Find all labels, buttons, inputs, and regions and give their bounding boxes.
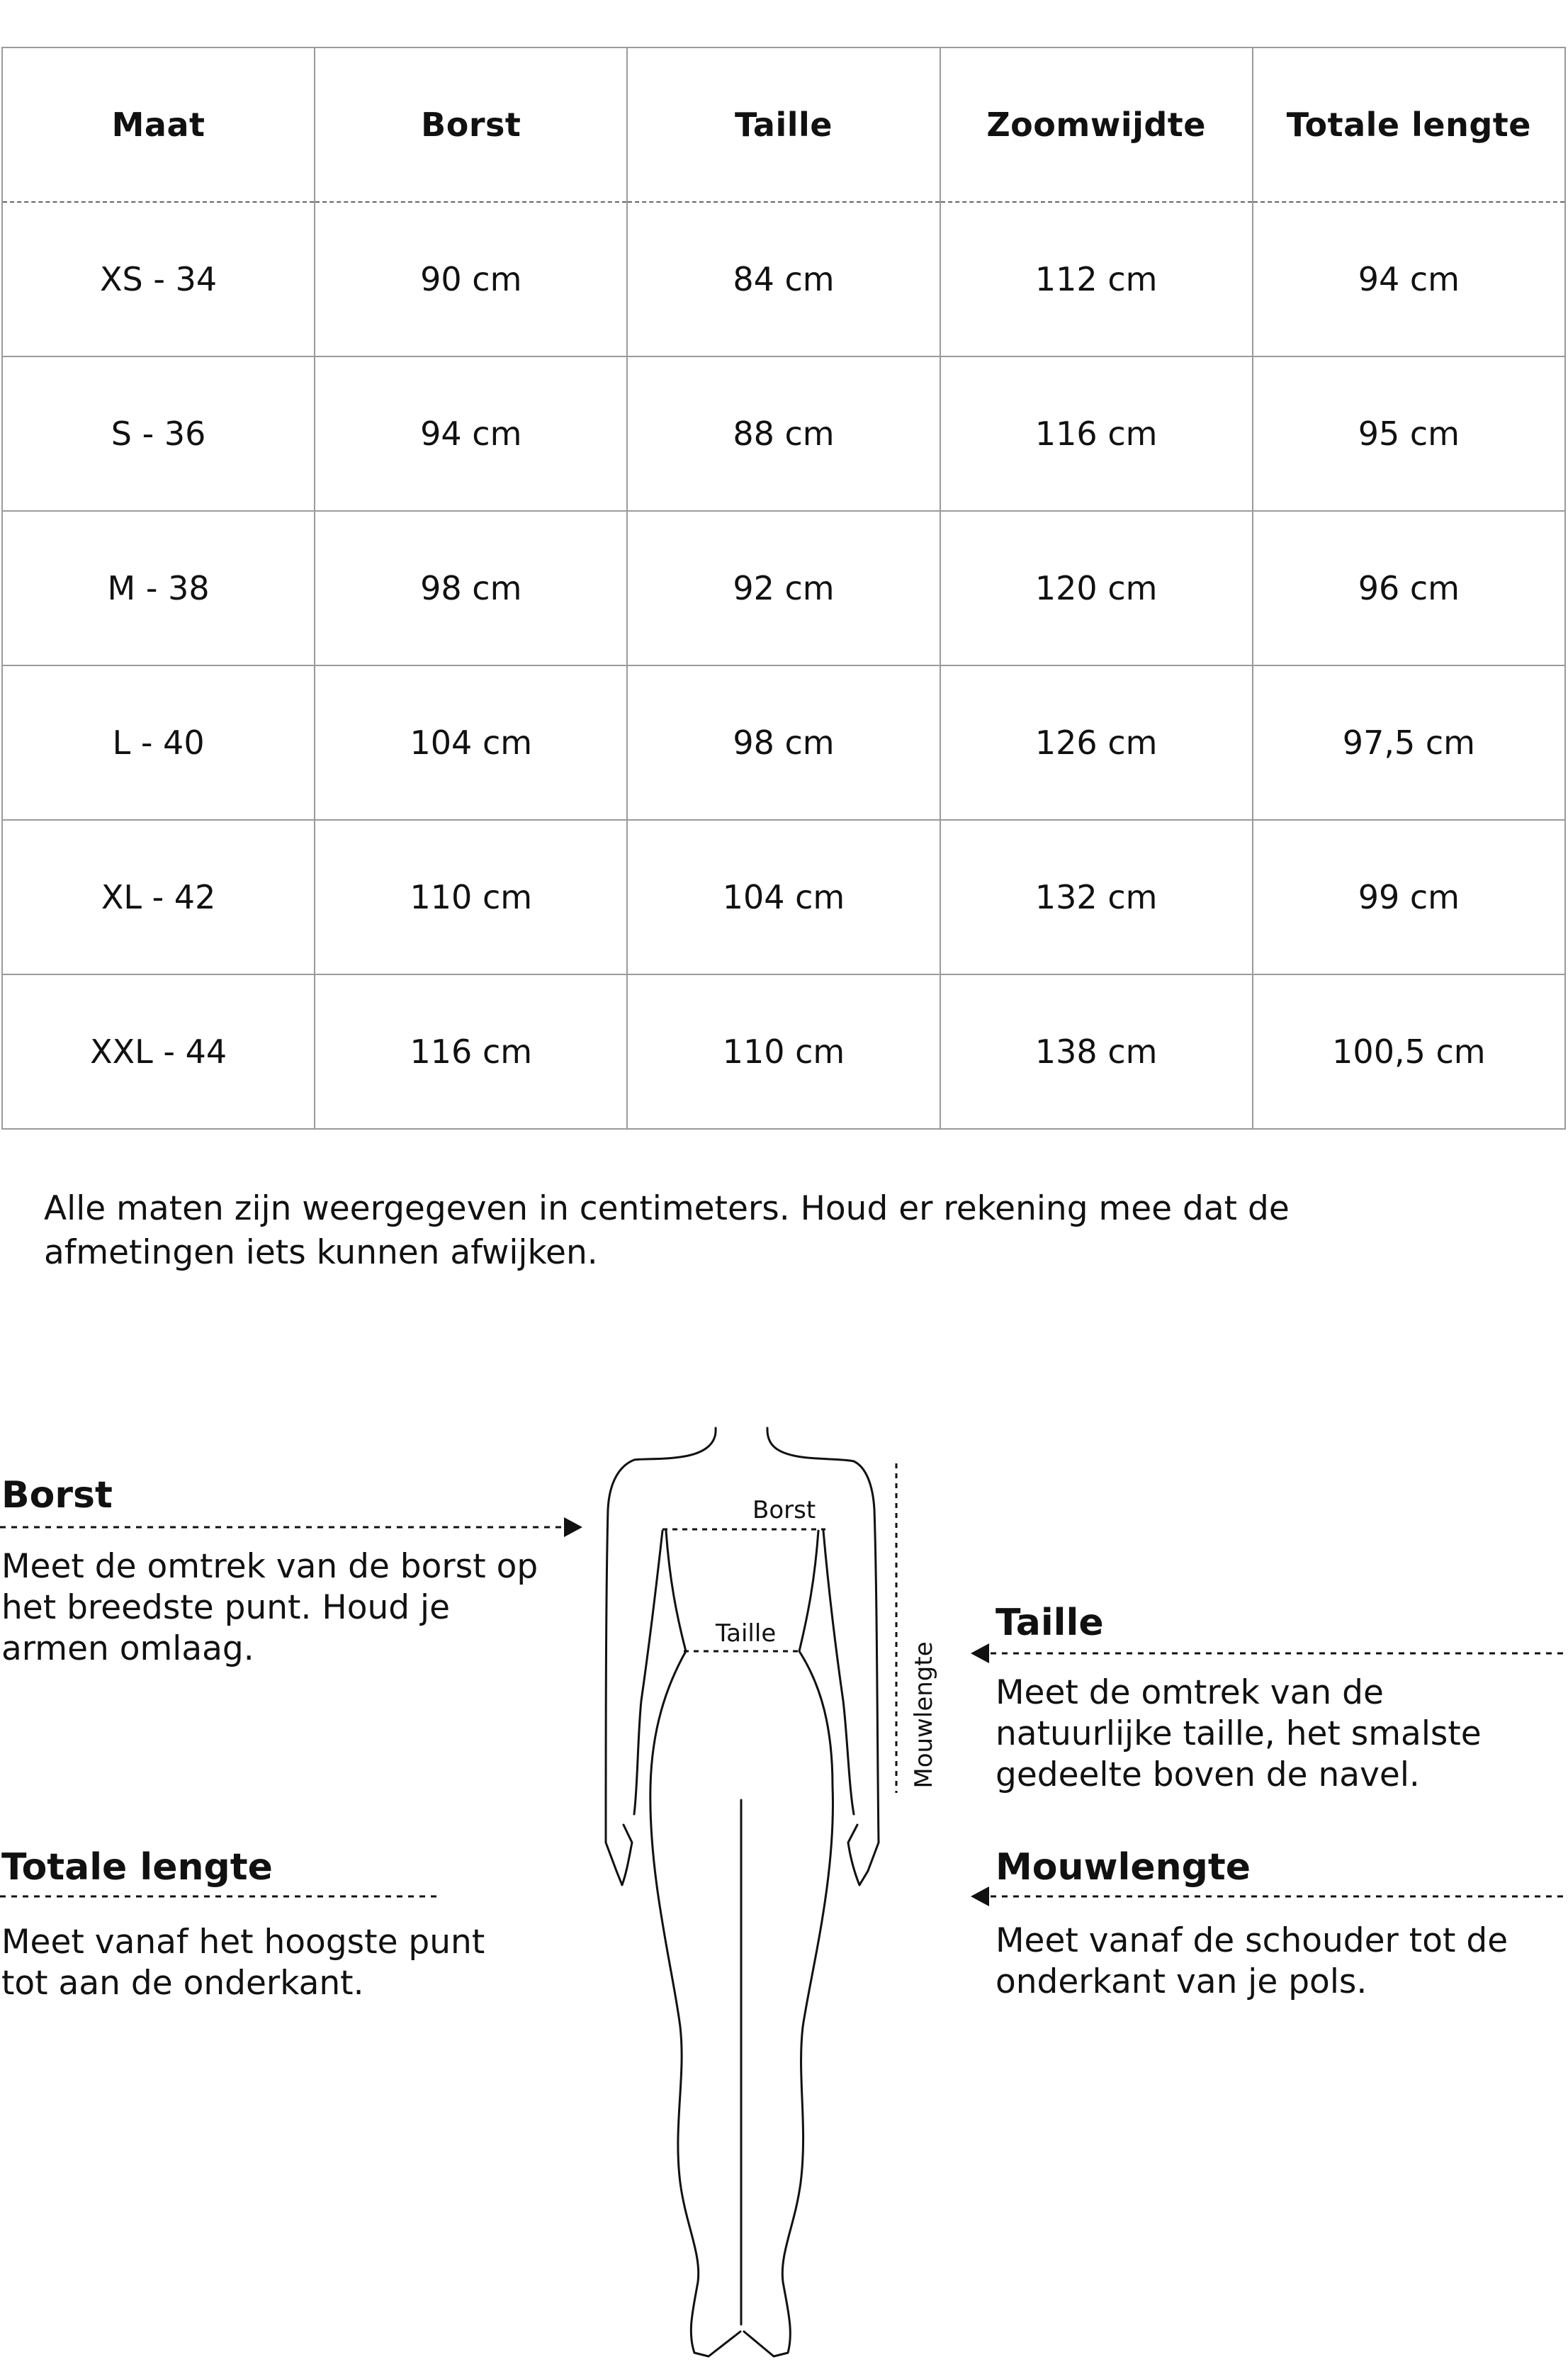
figure-label-borst: Borst xyxy=(752,1496,816,1524)
table-cell: 84 cm xyxy=(627,202,940,356)
guide-title-totale-lengte: Totale lengte xyxy=(1,1846,273,1889)
table-cell: 112 cm xyxy=(940,202,1253,356)
table-cell: XS - 34 xyxy=(2,202,315,356)
table-row xyxy=(2,356,1565,511)
table-cell: 94 cm xyxy=(1253,202,1565,356)
guide-title-taille: Taille xyxy=(995,1602,1104,1644)
guide-text-taille: Meet de omtrek van de natuurlijke taille, het smalste gedeelte boven de navel. xyxy=(995,1673,1482,1794)
figure-label-taille: Taille xyxy=(716,1619,777,1648)
table-cell: 132 cm xyxy=(940,820,1253,974)
table-cell: 116 cm xyxy=(315,974,627,1129)
column-header: Zoomwijdte xyxy=(940,47,1253,202)
table-cell: XL - 42 xyxy=(2,820,315,974)
table-cell: S - 36 xyxy=(2,356,315,511)
mouwlengte-arrow-icon xyxy=(971,1886,989,1906)
table-row xyxy=(2,820,1565,974)
right-arm-outline xyxy=(848,1461,879,1885)
table-cell: 126 cm xyxy=(940,665,1253,820)
taille-arrow-icon xyxy=(971,1643,989,1663)
left-torso-line xyxy=(634,1531,662,1814)
table-cell: 110 cm xyxy=(315,820,627,974)
column-header: Taille xyxy=(627,47,940,202)
table-row xyxy=(2,511,1565,665)
table-cell: M - 38 xyxy=(2,511,315,665)
table-cell: 116 cm xyxy=(940,356,1253,511)
table-cell: 104 cm xyxy=(315,665,627,820)
neck-right-line xyxy=(767,1428,854,1461)
left-leg-outline xyxy=(650,1786,740,2356)
table-cell: 90 cm xyxy=(315,202,627,356)
table-cell: 100,5 cm xyxy=(1253,974,1565,1129)
table-cell: 98 cm xyxy=(315,511,627,665)
guide-text-totale-lengte: Meet vanaf het hoogste punt tot aan de onderkant. xyxy=(1,1923,485,2003)
column-header: Maat xyxy=(2,47,315,202)
table-cell: 96 cm xyxy=(1253,511,1565,665)
right-leg-outline xyxy=(744,1786,833,2356)
figure-label-mouwlengte: Mouwlengte xyxy=(910,1641,938,1789)
table-cell: 92 cm xyxy=(627,511,940,665)
guide-text-borst: Meet de omtrek van de borst op het breedste punt. Houd je armen omlaag. xyxy=(1,1547,538,1668)
size-table xyxy=(1,47,1566,1130)
table-cell: L - 40 xyxy=(2,665,315,820)
table-cell: 98 cm xyxy=(627,665,940,820)
table-cell: XXL - 44 xyxy=(2,974,315,1129)
table-cell: 110 cm xyxy=(627,974,940,1129)
borst-arrow-icon xyxy=(564,1517,582,1537)
table-cell: 88 cm xyxy=(627,356,940,511)
left-waist-line xyxy=(650,1531,686,1786)
guide-text-mouwlengte: Meet vanaf de schouder tot de onderkant van je pols. xyxy=(995,1921,1508,2001)
table-cell: 95 cm xyxy=(1253,356,1565,511)
table-row xyxy=(2,665,1565,820)
table-cell: 120 cm xyxy=(940,511,1253,665)
right-torso-line xyxy=(823,1531,854,1814)
table-cell: 138 cm xyxy=(940,974,1253,1129)
table-header-row xyxy=(2,47,1565,202)
table-cell: 104 cm xyxy=(627,820,940,974)
column-header: Borst xyxy=(315,47,627,202)
left-arm-outline xyxy=(606,1460,634,1885)
right-waist-line xyxy=(799,1531,833,1786)
guide-title-borst: Borst xyxy=(1,1474,113,1517)
table-cell: 99 cm xyxy=(1253,820,1565,974)
guide-title-mouwlengte: Mouwlengte xyxy=(995,1846,1251,1889)
table-cell: 94 cm xyxy=(315,356,627,511)
neck-left-line xyxy=(634,1428,716,1460)
table-row xyxy=(2,202,1565,356)
column-header: Totale lengte xyxy=(1253,47,1565,202)
measurement-note: Alle maten zijn weergegeven in centimeters. Houd er rekening mee dat de afmetingen iets kunnen afwijken. xyxy=(44,1189,1290,1272)
table-cell: 97,5 cm xyxy=(1253,665,1565,820)
table-row xyxy=(2,974,1565,1129)
